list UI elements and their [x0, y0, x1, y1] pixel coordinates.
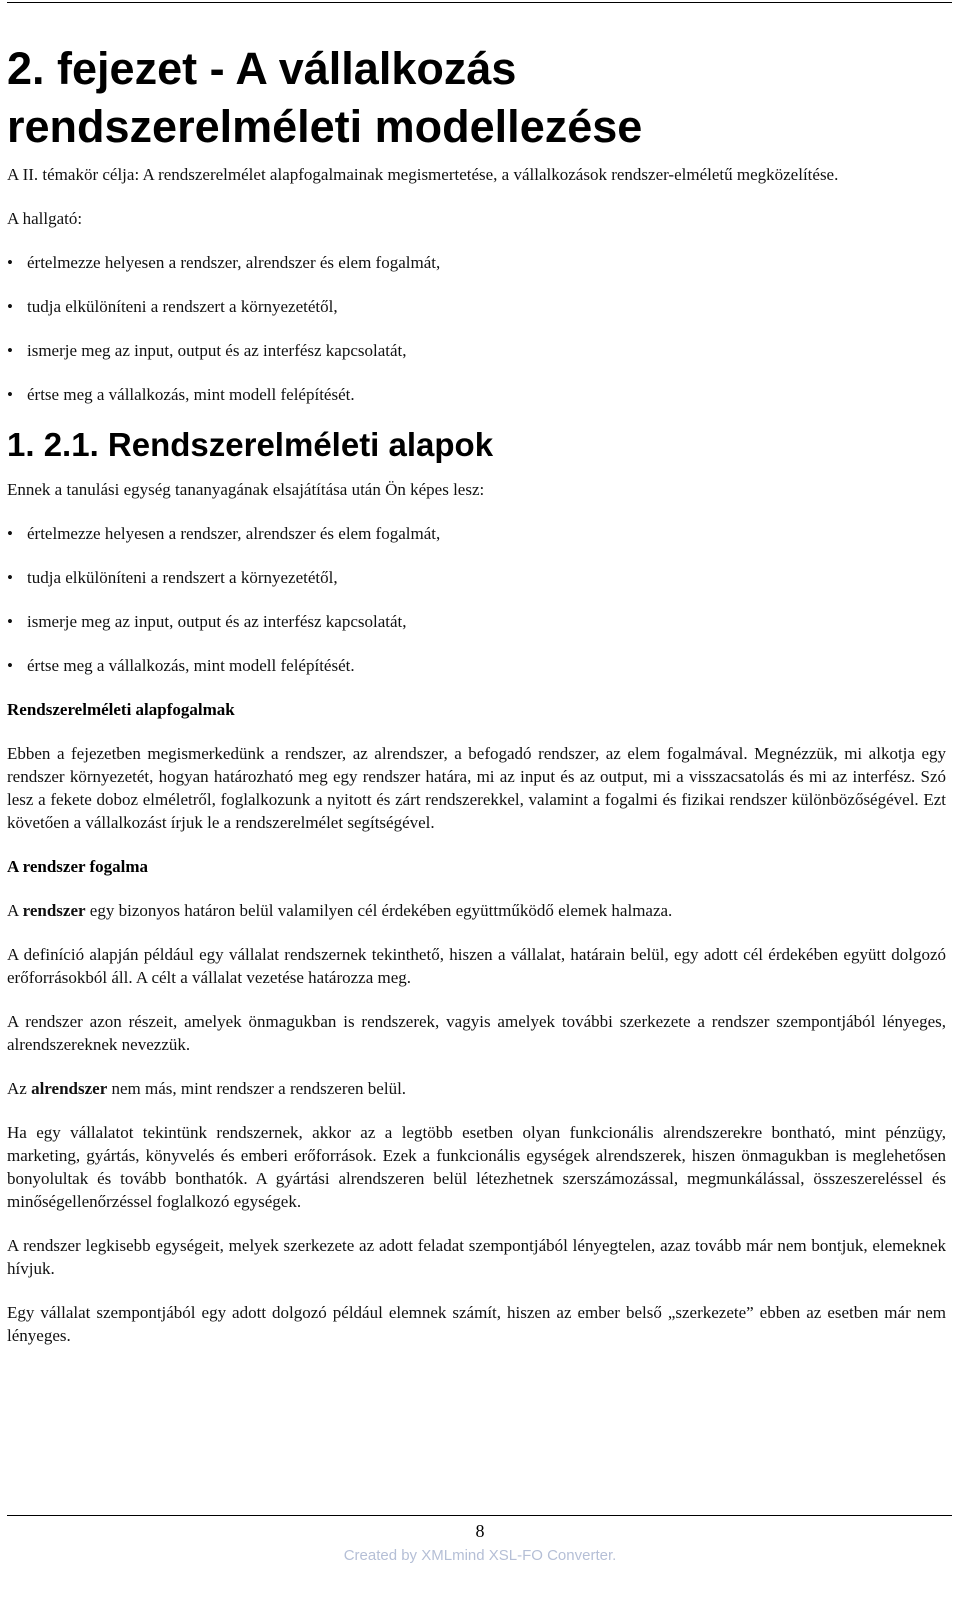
hallgato-label: A hallgató:: [7, 209, 83, 228]
objectives-list-1: [7, 251, 946, 406]
chapter-title: [7, 40, 946, 156]
definition-paragraph: A rendszer egy bizonyos határon belül valamilyen cél érdekében együttműködő elemek halmaza.: [7, 901, 673, 920]
subheading-rendszer-fogalma: A rendszer fogalma: [7, 857, 149, 876]
list-item: • tudja elkülöníteni a rendszert a környezetétől,: [7, 297, 338, 316]
page-number: 8: [475, 1521, 485, 1541]
chapter-title-line1: 2. fejezet - A vállalkozás: [7, 43, 517, 94]
header-rule: [7, 2, 952, 3]
converter-link[interactable]: XMLmind XSL-FO Converter: [421, 1547, 613, 1564]
list-item: • értse meg a vállalkozás, mint modell felépítését.: [7, 656, 355, 675]
alapfogalmak-paragraph: Ebben a fejezetben megismerkedünk a rendszer, az alrendszer, a befogadó rendszer, az elem fogalmával. Megnézzük, mi alkotja egy rendszer környezetét, hogyan határozható meg egy rendszer határa, mi az input és az output, mi a visszacsatolás és mi az interfész. Szó lesz a fekete doboz elméletről, foglalkozunk a nyitott és zárt rendszerekkel, valamint a fogalmi és fizikai rendszer különbözőségével. Ezt követően a vállalkozást írjuk le a rendszerelmélet segítségével.: [7, 744, 946, 832]
bullet-icon: •: [7, 297, 13, 316]
chapter-title-line2: rendszerelméleti modellezése: [7, 101, 643, 152]
objectives-list-2: [7, 522, 946, 677]
created-by-footer: Created by XMLmind XSL-FO Converter.: [343, 1547, 617, 1564]
list-item: • értse meg a vállalkozás, mint modell felépítését.: [7, 385, 355, 404]
intro-paragraph: A II. témakör célja: A rendszerelmélet alapfogalmainak megismertetése, a vállalkozások rendszer-elméletű megközelítése.: [7, 165, 839, 184]
definicio-paragraph: A definíció alapján például egy vállalat rendszernek tekinthető, hiszen a vállalat, határain belül, egy adott cél érdekében együtt dolgozó erőforrásokból áll. A célt a vállalat vezetése határozza meg.: [7, 945, 946, 987]
vallalat-paragraph: Ha egy vállalatot tekintünk rendszernek, akkor az a legtöbb esetben olyan funkcionális alrendszerekre bontható, mint pénzügy, marketing, gyártás, könyvelés és emberi erőforrások. Ezek a funkcionális egységek alrendszerek, hiszen önmagukban is meglehetősen bonyolultak és tovább bonthatók. A gyártási alrendszeren belül létezhetnek szerszámozással, megmunkálással, összeszereléssel és minőségellenőrzéssel foglalkozó egységek.: [7, 1123, 946, 1211]
term-rendszer: rendszer: [22, 901, 86, 920]
section-title: 1. 2.1. Rendszerelméleti alapok: [7, 426, 494, 463]
bullet-icon: •: [7, 612, 13, 631]
subheading-alapfogalmak: Rendszerelméleti alapfogalmak: [7, 700, 235, 719]
bullet-icon: •: [7, 341, 13, 360]
list-item: • értelmezze helyesen a rendszer, alrendszer és elem fogalmát,: [7, 524, 441, 543]
bullet-icon: •: [7, 385, 13, 404]
bullet-icon: •: [7, 524, 13, 543]
bullet-icon: •: [7, 568, 13, 587]
reszei-paragraph: A rendszer azon részeit, amelyek önmagukban is rendszerek, vagyis amelyek további szerkezete a rendszer szempontjából lényeges, alrendszereknek nevezzük.: [7, 1012, 946, 1054]
list-item: • ismerje meg az input, output és az interfész kapcsolatát,: [7, 612, 407, 631]
section-intro: Ennek a tanulási egység tananyagának elsajátítása után Ön képes lesz:: [7, 480, 485, 499]
term-alrendszer: alrendszer: [31, 1079, 108, 1098]
alrendszer-paragraph: Az alrendszer nem más, mint rendszer a rendszeren belül.: [7, 1079, 407, 1098]
page-content: [7, 40, 946, 1347]
list-item: • tudja elkülöníteni a rendszert a környezetétől,: [7, 568, 338, 587]
list-item: • ismerje meg az input, output és az interfész kapcsolatát,: [7, 341, 407, 360]
bullet-icon: •: [7, 656, 13, 675]
footer-rule: [7, 1515, 952, 1516]
legkisebb-paragraph: A rendszer legkisebb egységeit, melyek szerkezete az adott feladat szempontjából lényegtelen, azaz tovább már nem bontjuk, elemeknek hívjuk.: [7, 1236, 946, 1278]
ember-paragraph: Egy vállalat szempontjából egy adott dolgozó például elemnek számít, hiszen az ember belső „szerkezete” ebben az esetben már nem lényeges.: [7, 1303, 946, 1345]
bullet-icon: •: [7, 253, 13, 272]
list-item: • értelmezze helyesen a rendszer, alrendszer és elem fogalmát,: [7, 253, 441, 272]
